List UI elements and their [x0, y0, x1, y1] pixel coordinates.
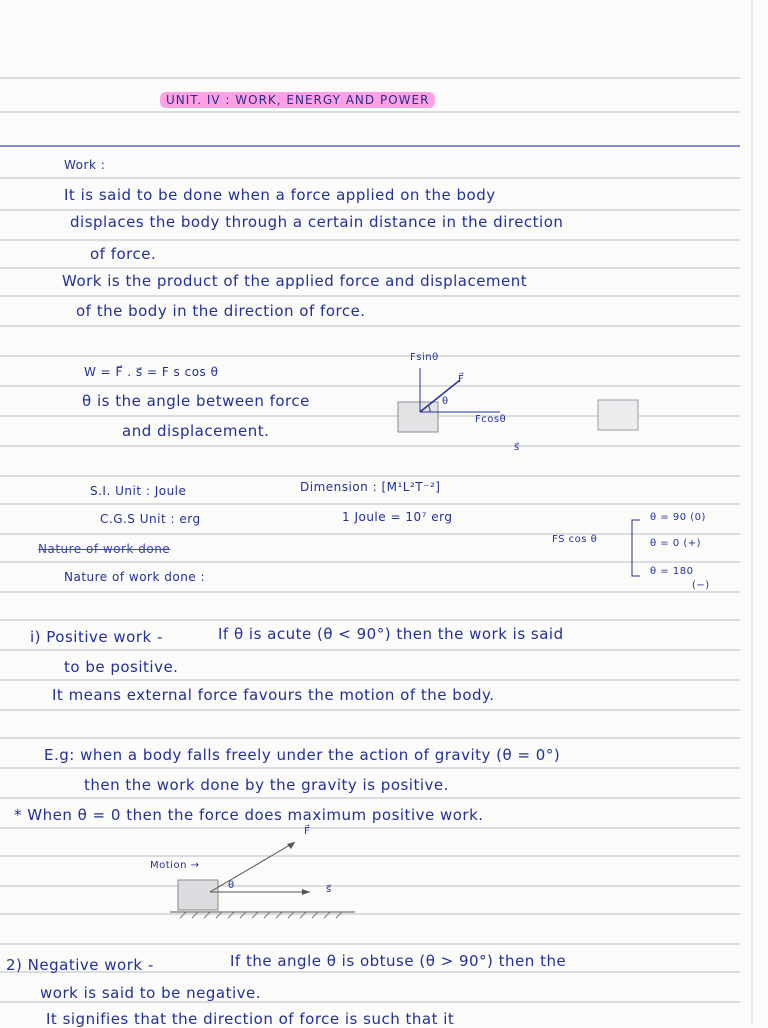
para2-line2: of the body in the direction of force. — [76, 302, 366, 320]
para1-line1: It is said to be done when a force applied on the body — [64, 186, 496, 204]
example-line2: then the work done by the gravity is positive. — [84, 776, 449, 794]
positive-line3: It means external force favours the motion of the body. — [52, 686, 495, 704]
positive-work-label: i) Positive work - — [30, 628, 163, 646]
nature-heading: Nature of work done : — [64, 570, 206, 584]
si-unit: S.I. Unit : Joule — [90, 484, 187, 498]
positive-line1: If θ is acute (θ < 90°) then the work is said — [218, 625, 564, 643]
joule-erg-conversion: 1 Joule = 10⁷ erg — [342, 510, 453, 524]
para1-line2: displaces the body through a certain distance in the direction — [70, 213, 564, 231]
theta-label-1: θ — [442, 396, 449, 407]
para2-line1: Work is the product of the applied force and displacement — [62, 272, 528, 290]
side-note-c: θ = 180 — [650, 566, 694, 577]
motion-diagram — [170, 832, 370, 922]
negative-work-label: 2) Negative work - — [6, 956, 154, 974]
negative-line2: work is said to be negative. — [40, 984, 261, 1002]
negative-line1: If the angle θ is obtuse (θ > 90°) then the — [230, 952, 567, 970]
side-note-a: θ = 90 (0) — [650, 512, 706, 523]
side-note-b: θ = 0 (+) — [650, 538, 702, 549]
motion-label: Motion → — [150, 860, 200, 871]
fcos-label: Fcosθ — [475, 414, 507, 425]
s-vector-label-1: s⃗ — [514, 442, 520, 453]
para1-line3: of force. — [90, 245, 157, 263]
example-line1: E.g: when a body falls freely under the action of gravity (θ = 0°) — [44, 746, 561, 764]
dimension: Dimension : [M¹L²T⁻²] — [300, 480, 441, 494]
side-note-fs: FS cos θ — [552, 534, 598, 545]
max-positive-work: * When θ = 0 then the force does maximum positive work. — [14, 806, 484, 824]
f-vector-label-2: F⃗ — [304, 826, 311, 837]
fsin-label: Fsinθ — [410, 352, 439, 363]
page-title: UNIT. IV : WORK, ENERGY AND POWER — [160, 92, 435, 108]
struck-text: Nature of work done — [38, 542, 171, 556]
theta-label-2: θ — [228, 880, 235, 891]
work-formula: W = F⃗ . s⃗ = F s cos θ — [84, 365, 219, 379]
s-vector-label-2: s⃗ — [326, 884, 332, 895]
f-vector-label: F⃗ — [458, 374, 465, 385]
theta-definition-1: θ is the angle between force — [82, 392, 310, 410]
cgs-unit: C.G.S Unit : erg — [100, 512, 201, 526]
theta-definition-2: and displacement. — [122, 422, 270, 440]
positive-line2: to be positive. — [64, 658, 179, 676]
side-note-d: (−) — [692, 580, 710, 591]
negative-line3: It signifies that the direction of force is such that it — [46, 1010, 455, 1028]
side-note-brace — [628, 518, 644, 578]
work-heading: Work : — [64, 158, 106, 172]
